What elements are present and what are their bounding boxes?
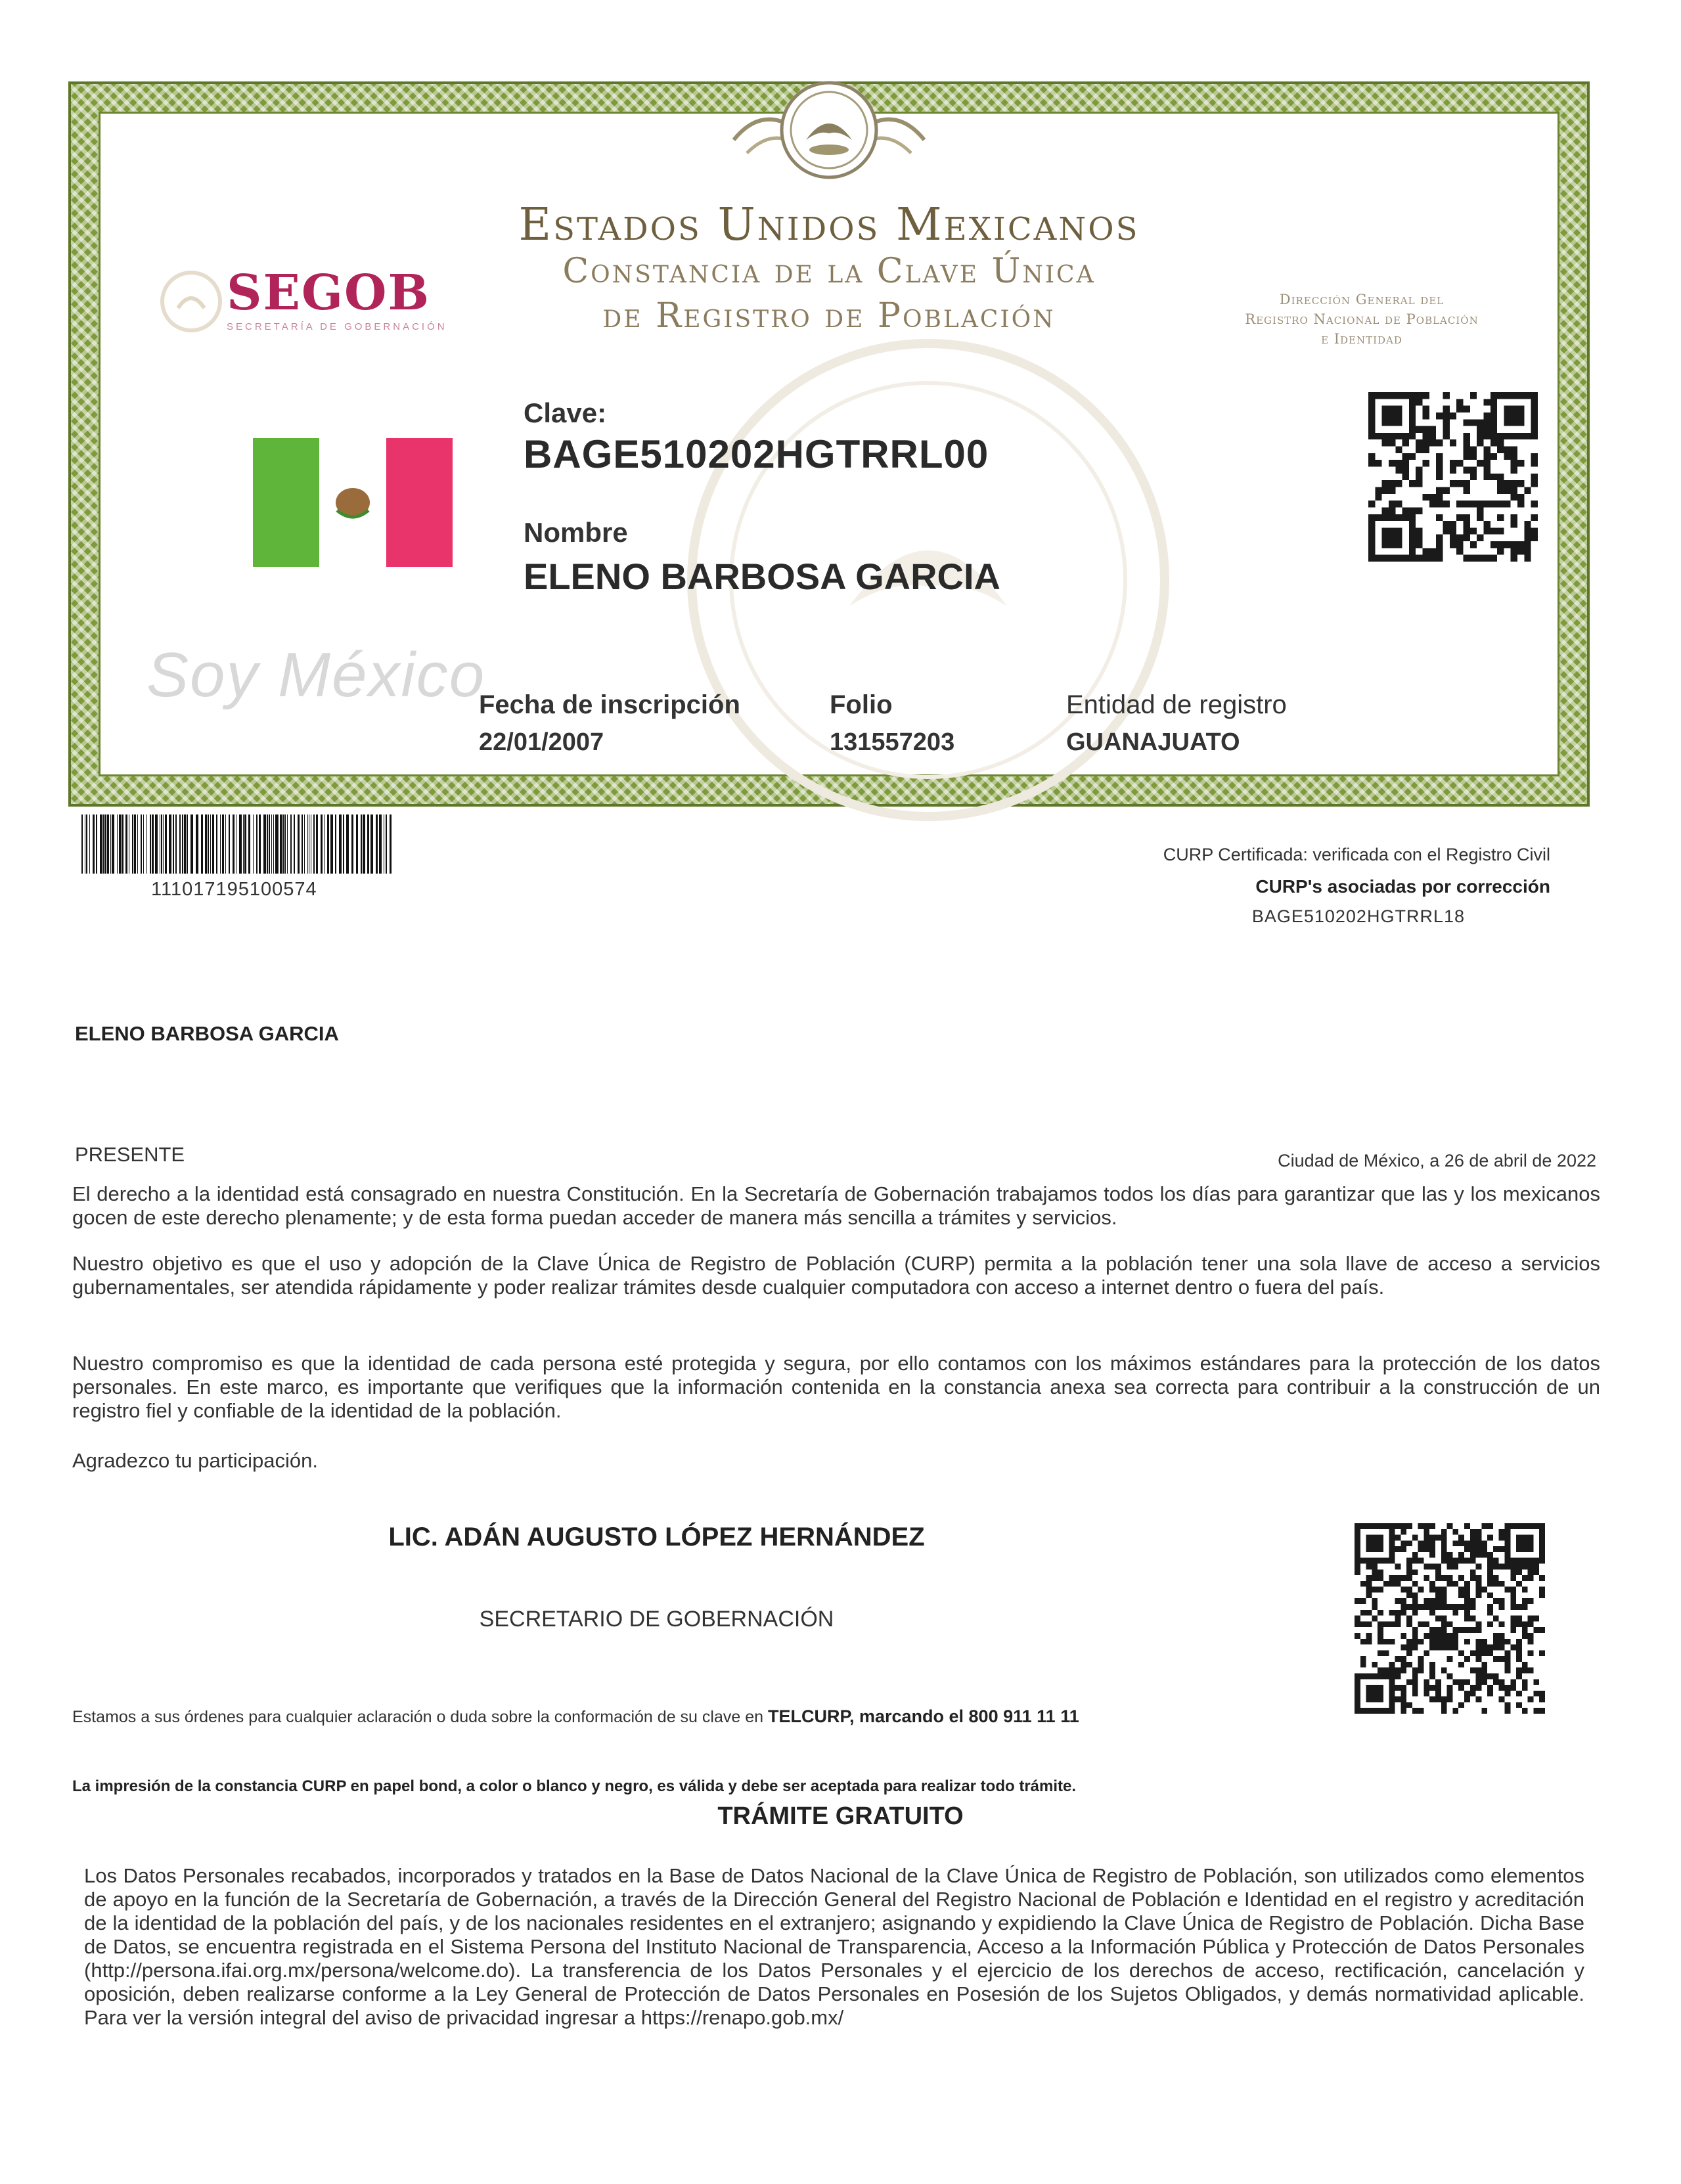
title-country: Estados Unidos Mexicanos bbox=[518, 199, 1140, 251]
letter-greeting: PRESENTE bbox=[75, 1143, 185, 1166]
telcurp-notice: Estamos a sus órdenes para cualquier aclaración o duda sobre la conformación de su clave en TELCURP, marcando el 800 911 11 11 bbox=[72, 1706, 1079, 1726]
free-procedure-banner: TRÁMITE GRATUITO bbox=[717, 1802, 964, 1830]
agency-name: Dirección General del Registro Nacional de Población e Identidad bbox=[1245, 292, 1479, 347]
fecha-value: 22/01/2007 bbox=[479, 728, 604, 756]
qr-code-icon bbox=[1368, 392, 1538, 562]
letter-paragraph-3: Nuestro compromiso es que la identidad de cada persona esté protegida y segura, por ello contamos con los máximos estándares para la protección de los datos personales. En este marco, es importante que verifiques que la información contenida en la constancia anexa sea correcta para contribuir a la construcción de un registro fiel y confiable de la identidad de la población. bbox=[72, 1352, 1600, 1422]
signer-name: LIC. ADÁN AUGUSTO LÓPEZ HERNÁNDEZ bbox=[388, 1523, 925, 1551]
associated-curp: BAGE510202HGTRRL18 bbox=[1251, 906, 1465, 926]
barcode-number: 111017195100574 bbox=[151, 879, 317, 900]
clave-value: BAGE510202HGTRRL00 bbox=[524, 432, 989, 476]
signer-role: SECRETARIO DE GOBERNACIÓN bbox=[479, 1607, 834, 1632]
privacy-notice: Los Datos Personales recabados, incorporados y tratados en la Base de Datos Nacional de la Clave Única de Registro de Población, son utilizados como elementos de apoyo en la función de la Secretaría de Gobernación, a través de la Dirección General del Registro Nacional de Población e Identidad en el registro y acreditación de la identidad de la población del país, y de los nacionales residentes en el extranjero; asignando y expidiendo la Clave Única de Registro de Población. Dicha Base de Datos, se encuentra registrada en el Sistema Persona del Instituto Nacional de Transparencia, Acceso a la Información Pública y Protección de Datos Personales (http://persona.ifai.org.mx/persona/welcome.do). La transferencia de los Datos Personales y el ejercicio de los derechos de acceso, rectificación, cancelación y oposición, deben realizarse conforme a la Ley General de Protección de Datos Personales en Posesión de los Sujetos Obligados, y demás normatividad aplicable. Para ver la versión integral del aviso de privacidad ingresar a https://renapo.gob.mx/ bbox=[84, 1864, 1584, 2029]
segob-logo: SEGOB bbox=[227, 265, 431, 321]
clave-label: Clave: bbox=[524, 397, 607, 428]
validity-notice: La impresión de la constancia CURP en papel bond, a color o blanco y negro, es válida y debe ser aceptada para realizar todo trámite. bbox=[72, 1777, 1077, 1795]
entidad-label: Entidad de registro bbox=[1066, 690, 1287, 719]
title-document-line1: Constancia de la Clave Única bbox=[562, 252, 1096, 291]
folio-value: 131557203 bbox=[830, 728, 955, 756]
fecha-label: Fecha de inscripción bbox=[479, 690, 740, 719]
folio-label: Folio bbox=[830, 690, 893, 719]
coat-of-arms-icon bbox=[721, 68, 937, 186]
entidad-value: GUANAJUATO bbox=[1066, 728, 1240, 756]
associated-curps-title: CURP's asociadas por corrección bbox=[1255, 876, 1550, 897]
letter-paragraph-1: El derecho a la identidad está consagrado en nuestra Constitución. En la Secretaría de Gobernación trabajamos todos los días para garantizar que las y los mexicanos gocen de este derecho plenamente; y de esta forma puedan acceder de manera más sencilla a trámites y servicios. bbox=[72, 1182, 1600, 1229]
nombre-label: Nombre bbox=[524, 517, 628, 548]
telcurp-phone: TELCURP, marcando el 800 911 11 11 bbox=[767, 1706, 1079, 1726]
letter-recipient: ELENO BARBOSA GARCIA bbox=[75, 1022, 339, 1045]
mexican-flag-icon bbox=[253, 438, 453, 567]
nombre-value: ELENO BARBOSA GARCIA bbox=[524, 556, 1000, 597]
letter-paragraph-2: Nuestro objetivo es que el uso y adopción de la Clave Única de Registro de Población (CURP) permita a la población tener una sola llave de acceso a servicios gubernamentales, ser atendida rápidamente y poder realizar trámites desde cualquier computadora con acceso a internet dentro o fuera del país. bbox=[72, 1252, 1600, 1299]
certification-note: CURP Certificada: verificada con el Registro Civil bbox=[1163, 845, 1550, 864]
letter-date: Ciudad de México, a 26 de abril de 2022 bbox=[1278, 1151, 1596, 1170]
slogan: Soy México bbox=[146, 640, 486, 710]
certificate-frame bbox=[68, 81, 1590, 807]
title-document-line2: de Registro de Población bbox=[602, 296, 1056, 336]
letter-closing: Agradezco tu participación. bbox=[72, 1449, 318, 1472]
certificate-body bbox=[99, 112, 1559, 776]
qr-code-icon bbox=[1355, 1523, 1545, 1714]
barcode-icon bbox=[81, 814, 397, 874]
segob-subtitle: SECRETARÍA DE GOBERNACIÓN bbox=[227, 321, 447, 332]
segob-emblem-icon bbox=[158, 269, 224, 334]
